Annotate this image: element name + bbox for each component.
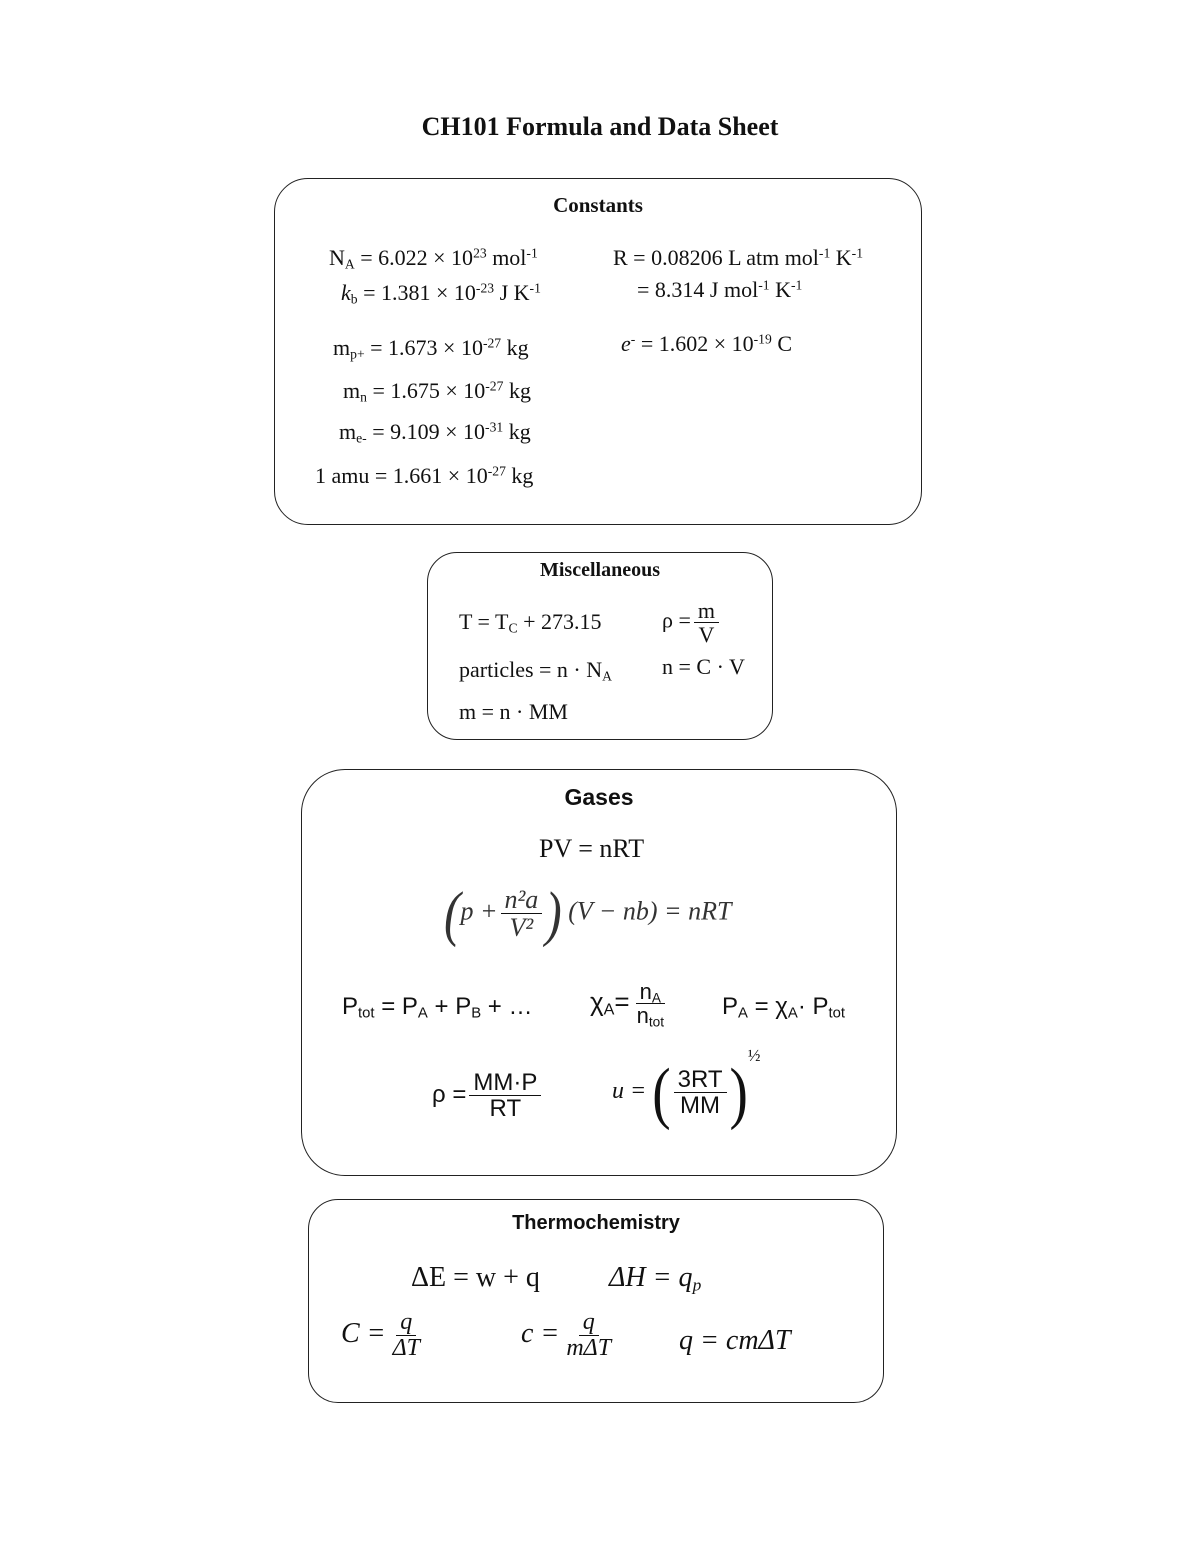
proton-mass: $m_{p+} = 1.673 \times 10^{-27}$ kg: [333, 335, 529, 362]
internal-energy-formula: ΔE = w + q: [411, 1262, 540, 1293]
avogadro-constant: $N_A = 6.022 \times 10^{23}$ mol$^{-1}$: [329, 245, 538, 272]
density-formula: ρ = $\frac{m}{V}$: [662, 599, 722, 646]
enthalpy-formula: $\Delta H = q_p$: [609, 1262, 702, 1295]
heat-capacity-formula: C = $\frac{q}{\Delta T}$: [341, 1309, 421, 1362]
mass-formula: m = n · MM: [459, 699, 568, 724]
dalton-law: $P_{tot} = P_A + P_B$ + …: [342, 993, 533, 1022]
partial-pressure-formula: $P_A = \chi_A\cdot P_{tot}$: [722, 993, 846, 1022]
atomic-mass-unit: 1 amu = $1.661 \times 10^{-27}$ kg: [315, 463, 534, 488]
thermochemistry-box: [308, 1199, 884, 1403]
boltzmann-constant: $k_b = 1.381 \times 10^{-23}$ J $K^{-1}$: [341, 280, 541, 307]
mole-fraction-formula: $\chi_A=$ $\frac{n_A}{n_{tot}}$: [590, 979, 664, 1030]
specific-heat-formula: c = $\frac{q}{\text{mΔT}}$: [521, 1309, 612, 1362]
particles-formula: particles = $n \cdot N_A$: [459, 657, 612, 684]
gases-box: [301, 769, 897, 1176]
thermochemistry-heading: Thermochemistry: [512, 1212, 680, 1234]
gases-heading: Gases: [564, 784, 634, 810]
constants-heading: Constants: [553, 193, 643, 217]
miscellaneous-box: [427, 552, 773, 740]
gas-constant-latm: R = 0.08206 L atm mol$^{-1}$ $K^{-1}$: [613, 245, 864, 270]
elementary-charge: $e^- = 1.602 \times 10^{-19}$ C: [621, 331, 792, 356]
rms-speed-formula: u = ( $\frac{3RT}{MM}$ )$^{\frac{1}{2}}$: [612, 1046, 761, 1131]
electron-mass: $m_{e-} = 9.109 \times 10^{-31}$ kg: [339, 419, 531, 446]
temperature-conversion: $T = T_C + 273.15$: [459, 609, 602, 636]
miscellaneous-heading: Miscellaneous: [540, 559, 660, 581]
page-title: CH101 Formula and Data Sheet: [421, 112, 779, 141]
ideal-gas-law: PV = nRT: [539, 834, 645, 863]
constants-box: [274, 178, 922, 525]
neutron-mass: $m_n = 1.675 \times 10^{-27}$ kg: [343, 378, 531, 405]
gas-density-formula: ρ = $\frac{MM\cdot P}{RT}$: [432, 1070, 544, 1121]
van-der-waals-equation: (p + $\frac{\text{n²a}}{\text{V²}}$ ) (V − nb) = nRT: [444, 879, 732, 948]
gas-constant-joule: = 8.314 J mol$^{-1}$ $K^{-1}$: [637, 277, 803, 302]
moles-concentration-formula: n = C · V: [662, 654, 745, 679]
heat-formula: q = cmΔT: [679, 1325, 791, 1356]
